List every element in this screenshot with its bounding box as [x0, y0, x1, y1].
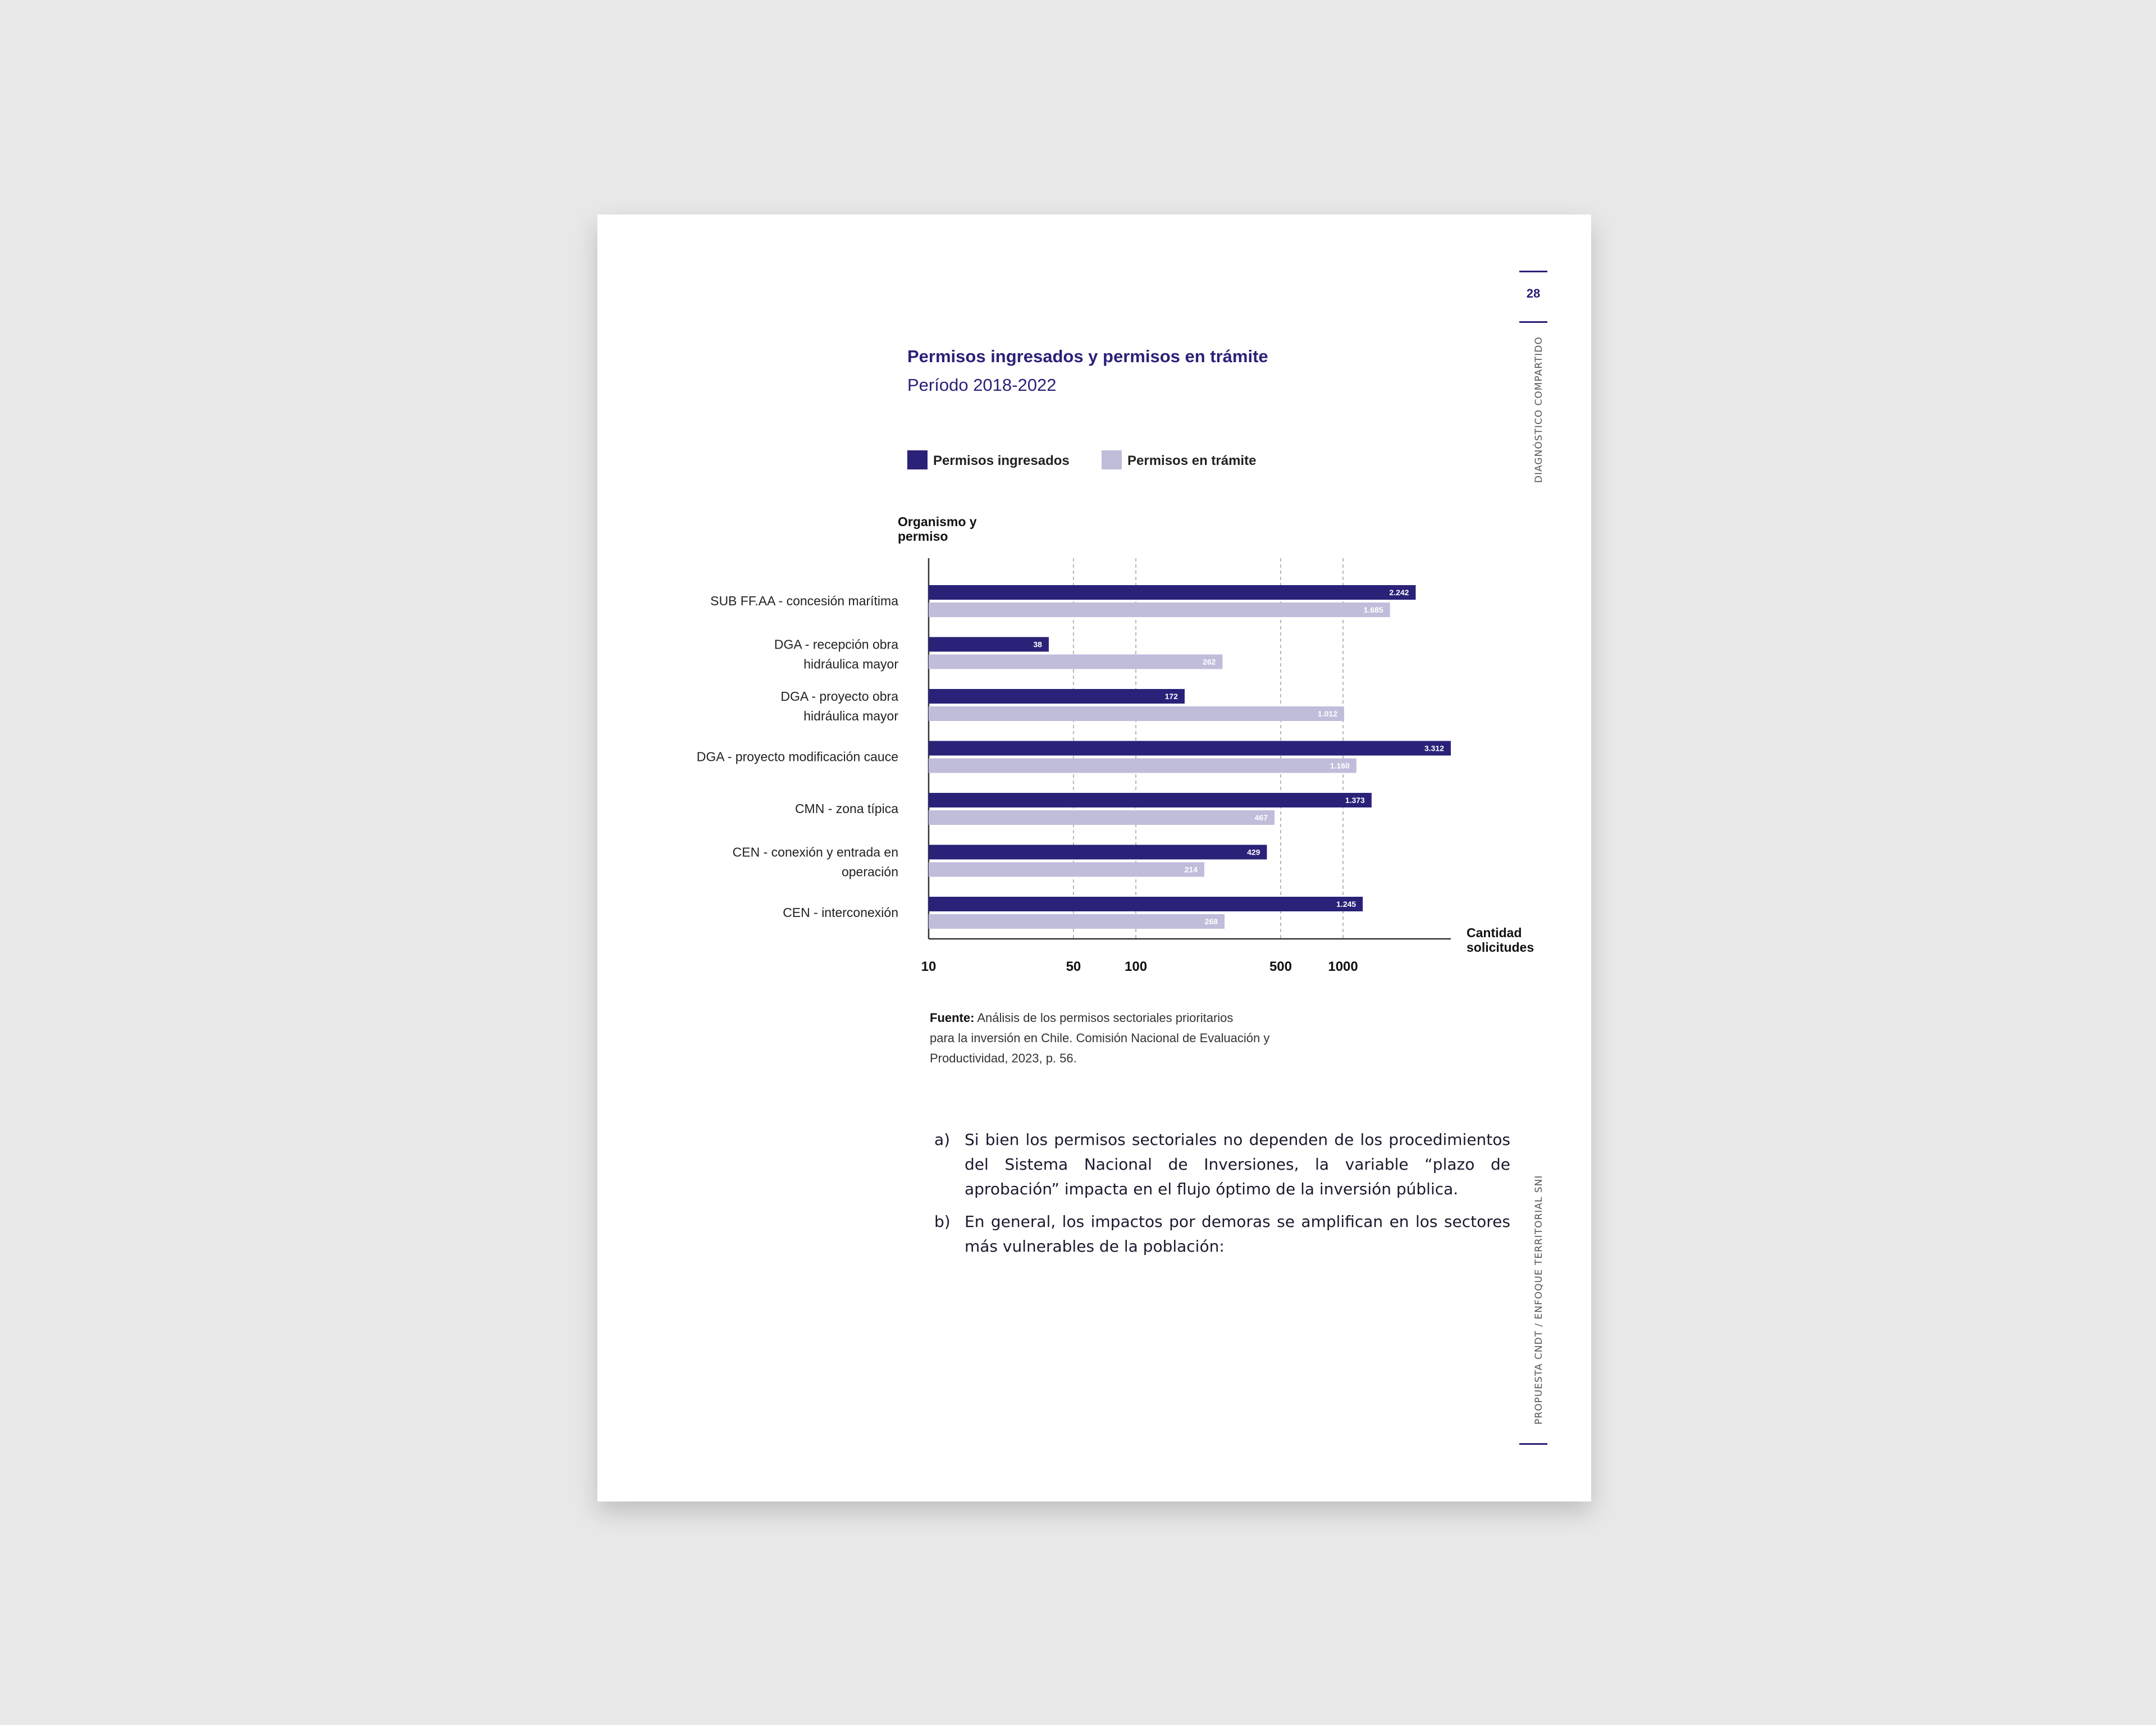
data-label-ingresados: 2.242 [1389, 588, 1409, 597]
data-label-en-tramite: 268 [1204, 917, 1218, 926]
data-label-ingresados: 172 [1164, 692, 1178, 701]
category-label-line-2: hidráulica mayor [803, 709, 898, 723]
bar-ingresados [929, 845, 1267, 860]
category-label: CEN - interconexión [783, 905, 898, 920]
bar-ingresados [929, 741, 1451, 756]
source-note [930, 1008, 1323, 1069]
bar-chart [597, 215, 1591, 1012]
data-label-ingresados: 1.373 [1345, 796, 1365, 805]
x-tick-label-500: 500 [1269, 959, 1292, 974]
bar-en-tramite [929, 706, 1344, 721]
legend-label-2: Permisos en trámite [1127, 453, 1257, 468]
data-label-ingresados: 38 [1033, 640, 1042, 649]
source-label: Fuente: [930, 1011, 975, 1025]
bar-ingresados [929, 637, 1049, 652]
source-line-3: Productividad, 2023, p. 56. [930, 1051, 1077, 1065]
legend-label-1: Permisos ingresados [933, 453, 1070, 468]
bar-ingresados [929, 897, 1363, 911]
data-label-en-tramite: 1.012 [1317, 709, 1337, 718]
bar-ingresados [929, 585, 1415, 600]
x-axis-title-line-2: solicitudes [1467, 940, 1534, 955]
y-axis-title-line-2: permiso [898, 529, 948, 544]
list-item [934, 1128, 1510, 1202]
x-tick-label-10: 10 [921, 959, 937, 974]
bar-en-tramite [929, 603, 1390, 617]
data-label-ingresados: 1.245 [1336, 900, 1356, 909]
y-axis-title-line-1: Organismo y [898, 514, 977, 529]
list-marker: b) [934, 1212, 951, 1231]
bar-en-tramite [929, 810, 1275, 825]
data-label-en-tramite: 467 [1254, 813, 1268, 822]
category-label-line-1: CEN - conexión y entrada en [732, 845, 898, 860]
body-list [934, 1128, 1510, 1267]
x-tick-label-100: 100 [1125, 959, 1148, 974]
chart-subtitle: Período 2018-2022 [907, 375, 1057, 395]
document-page [597, 215, 1591, 1502]
bar-en-tramite [929, 914, 1225, 929]
list-marker: a) [934, 1130, 951, 1149]
category-label-line-2: operación [841, 864, 898, 879]
data-label-ingresados: 3.312 [1424, 743, 1444, 753]
bar-ingresados [929, 689, 1185, 704]
category-label: CMN - zona típica [794, 801, 898, 816]
chart-title: Permisos ingresados y permisos en trámite [907, 346, 1268, 366]
x-tick-label-50: 50 [1066, 959, 1081, 974]
source-line-1: Análisis de los permisos sectoriales prioritarios [977, 1011, 1234, 1025]
category-label: SUB FF.AA - concesión marítima [710, 594, 898, 608]
bar-en-tramite [929, 862, 1204, 877]
side-footer-text: PROPUESTA CNDT / ENFOQUE TERRITORIAL SNI [1533, 1175, 1545, 1425]
side-header-text: DIAGNÓSTICO COMPARTIDO [1533, 336, 1545, 483]
data-label-en-tramite: 1.160 [1330, 761, 1350, 770]
category-label: DGA - proyecto modificación cauce [696, 749, 898, 764]
bar-ingresados [929, 793, 1372, 807]
source-line-2: para la inversión en Chile. Comisión Nacional de Evaluación y [930, 1031, 1270, 1045]
data-label-en-tramite: 214 [1184, 865, 1198, 874]
list-item-text: En general, los impactos por demoras se amplifican en los sectores más vulnerables de la población: [965, 1212, 1510, 1256]
data-label-en-tramite: 262 [1203, 657, 1216, 667]
x-axis-title-line-1: Cantidad [1467, 925, 1522, 940]
category-label-line-2: hidráulica mayor [803, 656, 898, 672]
category-label-line-1: DGA - recepción obra [774, 637, 898, 652]
list-item-text: Si bien los permisos sectoriales no dependen de los procedimientos del Sistema Nacional de Inversiones, la variable “plazo de aprobación” impacta en el flujo óptimo de la inversión pública. [965, 1130, 1510, 1198]
legend-swatch-1 [907, 450, 928, 469]
category-label-line-1: DGA - proyecto obra [780, 689, 898, 704]
page-number: 28 [1526, 286, 1541, 300]
legend-swatch-2 [1102, 450, 1122, 469]
bar-en-tramite [929, 655, 1222, 669]
footer-rule [1519, 1443, 1547, 1445]
data-label-ingresados: 429 [1247, 847, 1260, 857]
list-item [934, 1210, 1510, 1259]
data-label-en-tramite: 1.685 [1363, 605, 1383, 614]
bar-en-tramite [929, 759, 1356, 773]
x-tick-label-1000: 1000 [1328, 959, 1358, 974]
